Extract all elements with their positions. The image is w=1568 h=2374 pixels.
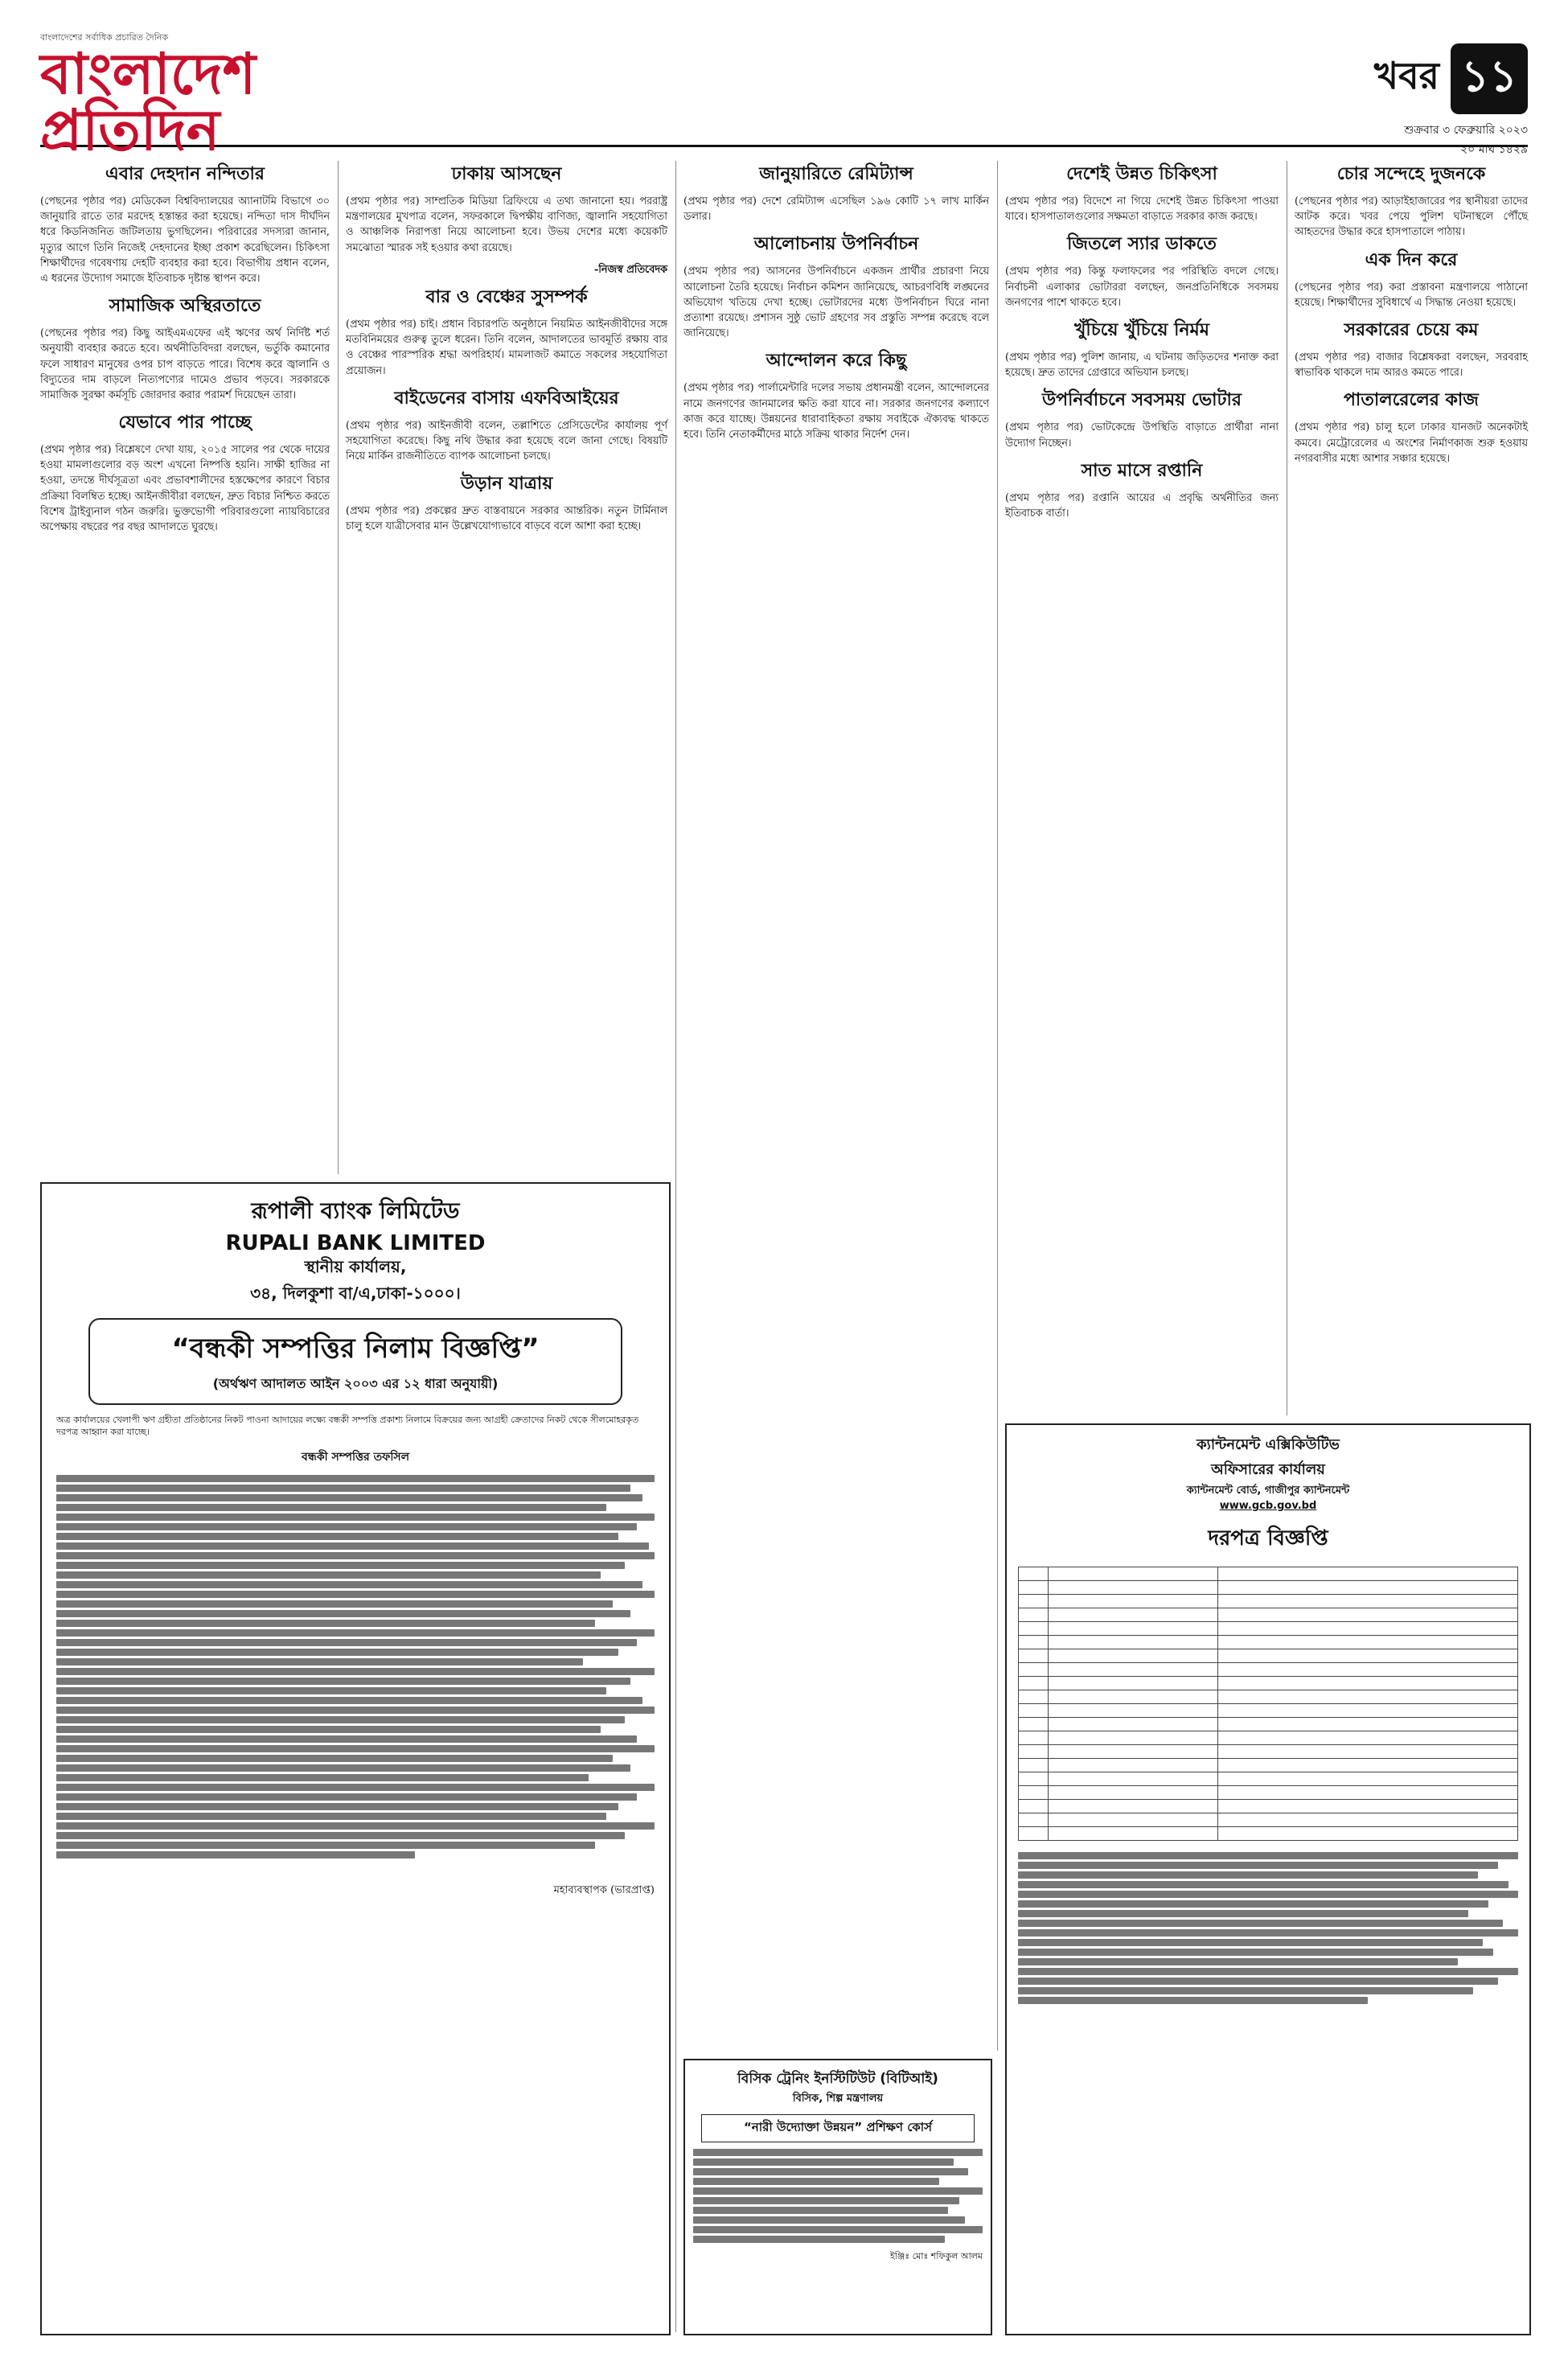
auction-body: অত্র কার্যালয়ের খেলাপী ঋণ গ্রহীতা প্রতিষ্ঠানের নিকট পাওনা আদায়ের লক্ষ্যে বন্ধকী সম্পত্তি প্রকাশ্য নিলামে বিক্রয়ের জন্য আগ্রহী ক্রেতাদের নিকট থেকে সীলমোহরকৃত দরপত্র আহ্বান করা যাচ্ছে।	[56, 1415, 639, 1437]
article-body: (প্রথম পৃষ্ঠার পর) ভোটকেন্দ্রে উপস্থিতি বাড়াতে প্রার্থীরা নানা উদ্যোগ নিচ্ছেন।	[1005, 421, 1279, 450]
article-body: (প্রথম পৃষ্ঠার পর) দেশে রেমিট্যান্স এসেছিল ১৯৬ কোটি ১৭ লাখ মার্কিন ডলার।	[683, 195, 989, 224]
article-body: (প্রথম পৃষ্ঠার পর) রপ্তানি আয়ের এ প্রবৃদ্ধি অর্থনীতির জন্য ইতিবাচক বার্তা।	[1005, 491, 1279, 520]
notice-title: দরপত্র বিজ্ঞপ্তি	[1208, 1526, 1328, 1550]
bank-name-bn: রূপালী ব্যাংক লিমিটেড	[251, 1197, 460, 1224]
newspaper-logo	[40, 31, 281, 163]
article-body: (পেছনের পৃষ্ঠার পর) করা প্রস্তাবনা মন্ত্রণালয়ে পাঠানো হয়েছে। শিক্ষার্থীদের সুবিধার্থে এ সিদ্ধান্ত নেওয়া হয়েছে।	[1295, 281, 1528, 309]
dateline	[1404, 121, 1528, 159]
article-body: (প্রথম পৃষ্ঠার পর) পার্লামেন্টারি দলের সভায় প্রধানমন্ত্রী বলেন, আন্দোলনের নামে জনগণের জানমালের ক্ষতি করা যাবে না। সরকার জনগণের কল্যাণে কাজ করে যাচ্ছে। উন্নয়নের ধারাবাহিকতা রক্ষায় সবাইকে ঐক্যবদ্ধ থাকতে হবে। তিনি নেতাকর্মীদের মাঠে সক্রিয় থাকার নির্দেশ দেন।	[683, 382, 989, 441]
office-title: ক্যান্টনমেন্ট এক্সিকিউটিভ	[1197, 1436, 1340, 1453]
schedule-title: বন্ধকী সম্পত্তির তফসিল	[301, 1450, 410, 1464]
headline: ঢাকায় আসছেন	[451, 164, 562, 184]
article-body: (পেছনের পৃষ্ঠার পর) মেডিকেল বিশ্ববিদ্যালয়ের অ্যানাটমি বিভাগে ৩০ জানুয়ারি রাতে তার মরদেহ হস্তান্তর করা হয়েছে। নন্দিতা দাস দীর্ঘদিন ধরে কিডনিজনিত জটিলতায় ভুগছিলেন। পরিবারের সদস্যরা জানান, মৃত্যুর আগে তিনি নিজেই দেহদানের ইচ্ছা প্রকাশ করেছিলেন। চিকিৎসা শিক্ষার্থীদের গবেষণায় দেহটি ব্যবহার করা হবে। বিভাগীয় প্রধান বলেন, এ ধরনের উদ্যোগ সমাজে ইতিবাচক দৃষ্টান্ত স্থাপন করে।	[40, 195, 330, 285]
bank-address: ৩৪, দিলকুশা বা/এ,ঢাকা-১০০০।	[250, 1284, 461, 1303]
auction-title: “বন্ধকী সম্পত্তির নিলাম বিজ্ঞপ্তি”	[171, 1333, 540, 1365]
headline: এক দিন করে	[1365, 249, 1458, 270]
reporter-credit: -নিজস্ব প্রতিবেদক	[593, 263, 667, 276]
headline: খুঁচিয়ে খুঁচিয়ে নির্মম	[1073, 319, 1209, 340]
article-body: (প্রথম পৃষ্ঠার পর) বিশ্লেষণে দেখা যায়, ২০১৫ সালের পর থেকে দায়ের হওয়া মামলাগুলোর বড় অংশ এখনো নিষ্পত্তি হয়নি। সাক্ষী হাজির না হওয়া, তদন্তে দীর্ঘসূত্রতা এবং প্রভাবশালীদের হস্তক্ষেপের কারণে বিচার প্রক্রিয়া বিলম্বিত হচ্ছে। আইনজীবীরা বলছেন, দ্রুত বিচার নিশ্চিত করতে বিশেষ ট্রাইব্যুনাল গঠন জরুরি। ভুক্তভোগী পরিবারগুলো ন্যায়বিচারের অপেক্ষায় বছরের পর বছর আদালতে ঘুরছে।	[40, 444, 330, 533]
bank-signature: মহাব্যবস্থাপক (ভারপ্রাপ্ত)	[553, 1883, 655, 1896]
column-rule	[997, 161, 998, 2051]
article-body: (প্রথম পৃষ্ঠার পর) চাই। প্রধান বিচারপতি অনুষ্ঠানে নিয়মিত আইনজীবীদের সঙ্গে মতবিনিময়ের গুরুত্ব তুলে ধরেন। তিনি বলেন, আদালতের ভাবমূর্তি রক্ষায় বার ও বেঞ্চের পারস্পরিক শ্রদ্ধা অপরিহার্য। মামলাজট কমাতে সকলের সহযোগিতা প্রয়োজন।	[346, 318, 667, 377]
section-header	[1374, 43, 1528, 114]
article-body: (প্রথম পৃষ্ঠার পর) আসনের উপনির্বাচনে একজন প্রার্থীর প্রচারণা নিয়ে আলোচনা তৈরি হয়েছে। নির্বাচন কমিশন জানিয়েছে, আচরণবিধি লঙ্ঘনের অভিযোগ খতিয়ে দেখা হচ্ছে। ভোটারদের মধ্যে উপনির্বাচন ঘিরে নানা প্রত্যাশা রয়েছে। প্রশাসন সুষ্ঠু ভোট গ্রহণের সব প্রস্তুতি সম্পন্ন করেছে বলে জানিয়েছে।	[683, 265, 989, 340]
headline: সরকারের চেয়ে কম	[1344, 319, 1479, 340]
article-body: (পেছনের পৃষ্ঠার পর) কিছু আইএমএফের এই ঋণের অর্থ নির্দিষ্ট শর্ত অনুযায়ী ব্যবহার করতে হবে। অর্থনীতিবিদরা বলছেন, ভর্তুকি কমানোর ফলে সাধারণ মানুষের ওপর চাপ বাড়তে পারে। বিশেষ করে জ্বালানি ও বিদ্যুতের দাম বাড়লে নিত্যপণ্যের দামেও প্রভাব পড়বে। সরকারকে সামাজিক সুরক্ষা কর্মসূচি জোরদার করার পরামর্শ দিয়েছেন তারা।	[40, 327, 330, 401]
article-body: (পেছনের পৃষ্ঠার পর) আড়াইহাজারের পর স্থানীয়রা তাদের আটক করে। খবর পেয়ে পুলিশ ঘটনাস্থলে পৌঁছে আহতদের উদ্ধার করে হাসপাতালে পাঠায়।	[1295, 195, 1528, 239]
headline: আন্দোলন করে কিছু	[766, 351, 907, 372]
auction-subtitle: (অর্থঋণ আদালত আইন ২০০৩ এর ১২ ধারা অনুযায়ী)	[212, 1376, 499, 1391]
notice-fine-print	[1018, 1852, 1518, 2004]
institute-title: বিসিক ট্রেনিং ইনস্টিটিউট (বিটিআই)	[737, 2071, 938, 2087]
article-body: (প্রথম পৃষ্ঠার পর) কিন্তু ফলাফলের পর পরিস্থিতি বদলে গেছে। নির্বাচনী এলাকার ভোটাররা বলছেন, জনপ্রতিনিধিকে সবসময় জনগণের পাশে থাকতে হবে।	[1005, 265, 1279, 309]
column-1	[40, 161, 330, 1174]
bank-auction-ad	[40, 1182, 671, 2335]
tender-table	[1018, 1567, 1518, 1841]
headline: পাতালরেলের কাজ	[1344, 390, 1479, 411]
column-5	[1295, 161, 1528, 1415]
column-4	[1005, 161, 1279, 1415]
date-gregorian: শুক্রবার ৩ ফেব্রুয়ারি ২০২৩	[1404, 124, 1528, 137]
headline: আলোচনায় উপনির্বাচন	[753, 234, 919, 255]
headline: জানুয়ারিতে রেমিট্যান্স	[759, 164, 913, 184]
bank-branch: স্থানীয় কার্যালয়,	[304, 1257, 407, 1276]
institute-subtitle: বিসিক, শিল্প মন্ত্রণালয়	[792, 2093, 884, 2105]
bank-name-en: RUPALI BANK LIMITED	[225, 1231, 486, 1255]
masthead	[40, 24, 1528, 163]
headline: যেভাবে পার পাচ্ছে	[118, 413, 252, 433]
column-rule	[338, 161, 339, 1174]
headline: সাত মাসে রপ্তানি	[1081, 460, 1203, 481]
column-2	[346, 161, 667, 1174]
article-body: (প্রথম পৃষ্ঠার পর) চালু হলে ঢাকার যানজট অনেকটাই কমবে। মেট্রোরেলের এ অংশের নির্মাণকাজ শুরু হওয়ায় নগরবাসীর মধ্যে আশার সঞ্চার হয়েছে।	[1295, 421, 1528, 465]
logo-tagline: বাংলাদেশের সর্বাধিক প্রচারিত দৈনিক	[40, 32, 169, 43]
office-website: www.gcb.gov.bd	[1219, 1500, 1317, 1512]
article-body: (প্রথম পৃষ্ঠার পর) বিদেশে না গিয়ে দেশেই উন্নত চিকিৎসা পাওয়া যাবে। হাসপাতালগুলোর সক্ষমতা বাড়াতে সরকার কাজ করছে।	[1005, 195, 1279, 224]
column-3	[683, 161, 989, 2051]
course-title: “নারী উদ্যোক্তা উন্নয়ন” প্রশিক্ষণ কোর্স	[701, 2114, 975, 2142]
logo-text: বাংলাদেশ প্রতিদিন	[40, 41, 257, 163]
headline: এবার দেহদান নন্দিতার	[105, 164, 265, 184]
auction-title-box	[88, 1318, 622, 1405]
headline: বার ও বেঞ্চের সুসম্পর্ক	[425, 286, 588, 307]
office-title-2: অফিসারের কার্যালয়	[1211, 1461, 1325, 1478]
fine-print	[56, 1475, 655, 1859]
training-course-ad	[683, 2059, 992, 2335]
bti-signature: ইঞ্জিঃ মোঃ শফিকুল আলম	[890, 2251, 983, 2261]
headline: জিতলে স্যার ডাকতে	[1067, 234, 1217, 255]
headline: উপনির্বাচনে সবসময় ভোটার	[1042, 390, 1242, 411]
office-subtitle: ক্যান্টনমেন্ট বোর্ড, গাজীপুর ক্যান্টনমেন্ট	[1186, 1485, 1350, 1497]
headline: সামাজিক অস্থিরতাতে	[109, 296, 261, 317]
article-body: (প্রথম পৃষ্ঠার পর) পুলিশ জানায়, এ ঘটনায় জড়িতদের শনাক্ত করা হয়েছে। দ্রুত তাদের গ্রেপ্তারে অভিযান চলছে।	[1005, 351, 1279, 380]
article-body: (প্রথম পৃষ্ঠার পর) বাজার বিশ্লেষকরা বলছেন, সরবরাহ স্বাভাবিক থাকলে দাম আরও কমতে পারে।	[1295, 351, 1528, 380]
tender-notice-ad	[1005, 1423, 1531, 2335]
article-body: (প্রথম পৃষ্ঠার পর) সাম্প্রতিক মিডিয়া ব্রিফিংয়ে এ তথ্য জানানো হয়। পররাষ্ট্র মন্ত্রণালয়ের মুখপাত্র বলেন, সফরকালে দ্বিপক্ষীয় বাণিজ্য, জ্বালানি সহযোগিতা ও আঞ্চলিক নিরাপত্তা নিয়ে আলোচনা হবে। উভয় দেশের মধ্যে কয়েকটি সমঝোতা স্মারক সই হওয়ার কথা রয়েছে।	[346, 195, 667, 254]
date-bengali: ২০ মাঘ ১৪২৯	[1460, 143, 1528, 156]
headline: উড়ান যাত্রায়	[460, 474, 553, 495]
headline: দেশেই উন্নত চিকিৎসা	[1066, 164, 1217, 184]
column-rule	[675, 161, 676, 2332]
article-body: (প্রথম পৃষ্ঠার পর) আইনজীবী বলেন, তল্লাশিতে প্রেসিডেন্টের কার্যালয় পূর্ণ সহযোগিতা করেছে। কিছু নথি উদ্ধার করা হয়েছে বলে জানা গেছে। বিষয়টি নিয়ে মার্কিন রাজনীতিতে ব্যাপক আলোচনা চলছে।	[346, 419, 667, 463]
article-body: (প্রথম পৃষ্ঠার পর) প্রকল্পের দ্রুত বাস্তবায়নে সরকার আন্তরিক। নতুন টার্মিনাল চালু হলে যাত্রীসেবার মান উল্লেখযোগ্যভাবে বাড়বে বলে আশা করা হচ্ছে।	[346, 505, 667, 533]
section-title: খবর	[1373, 54, 1439, 97]
headline: চোর সন্দেহে দুজনকে	[1336, 164, 1486, 184]
headline: বাইডেনের বাসায় এফবিআইয়ের	[394, 388, 619, 409]
page-number: ১১	[1451, 43, 1528, 114]
